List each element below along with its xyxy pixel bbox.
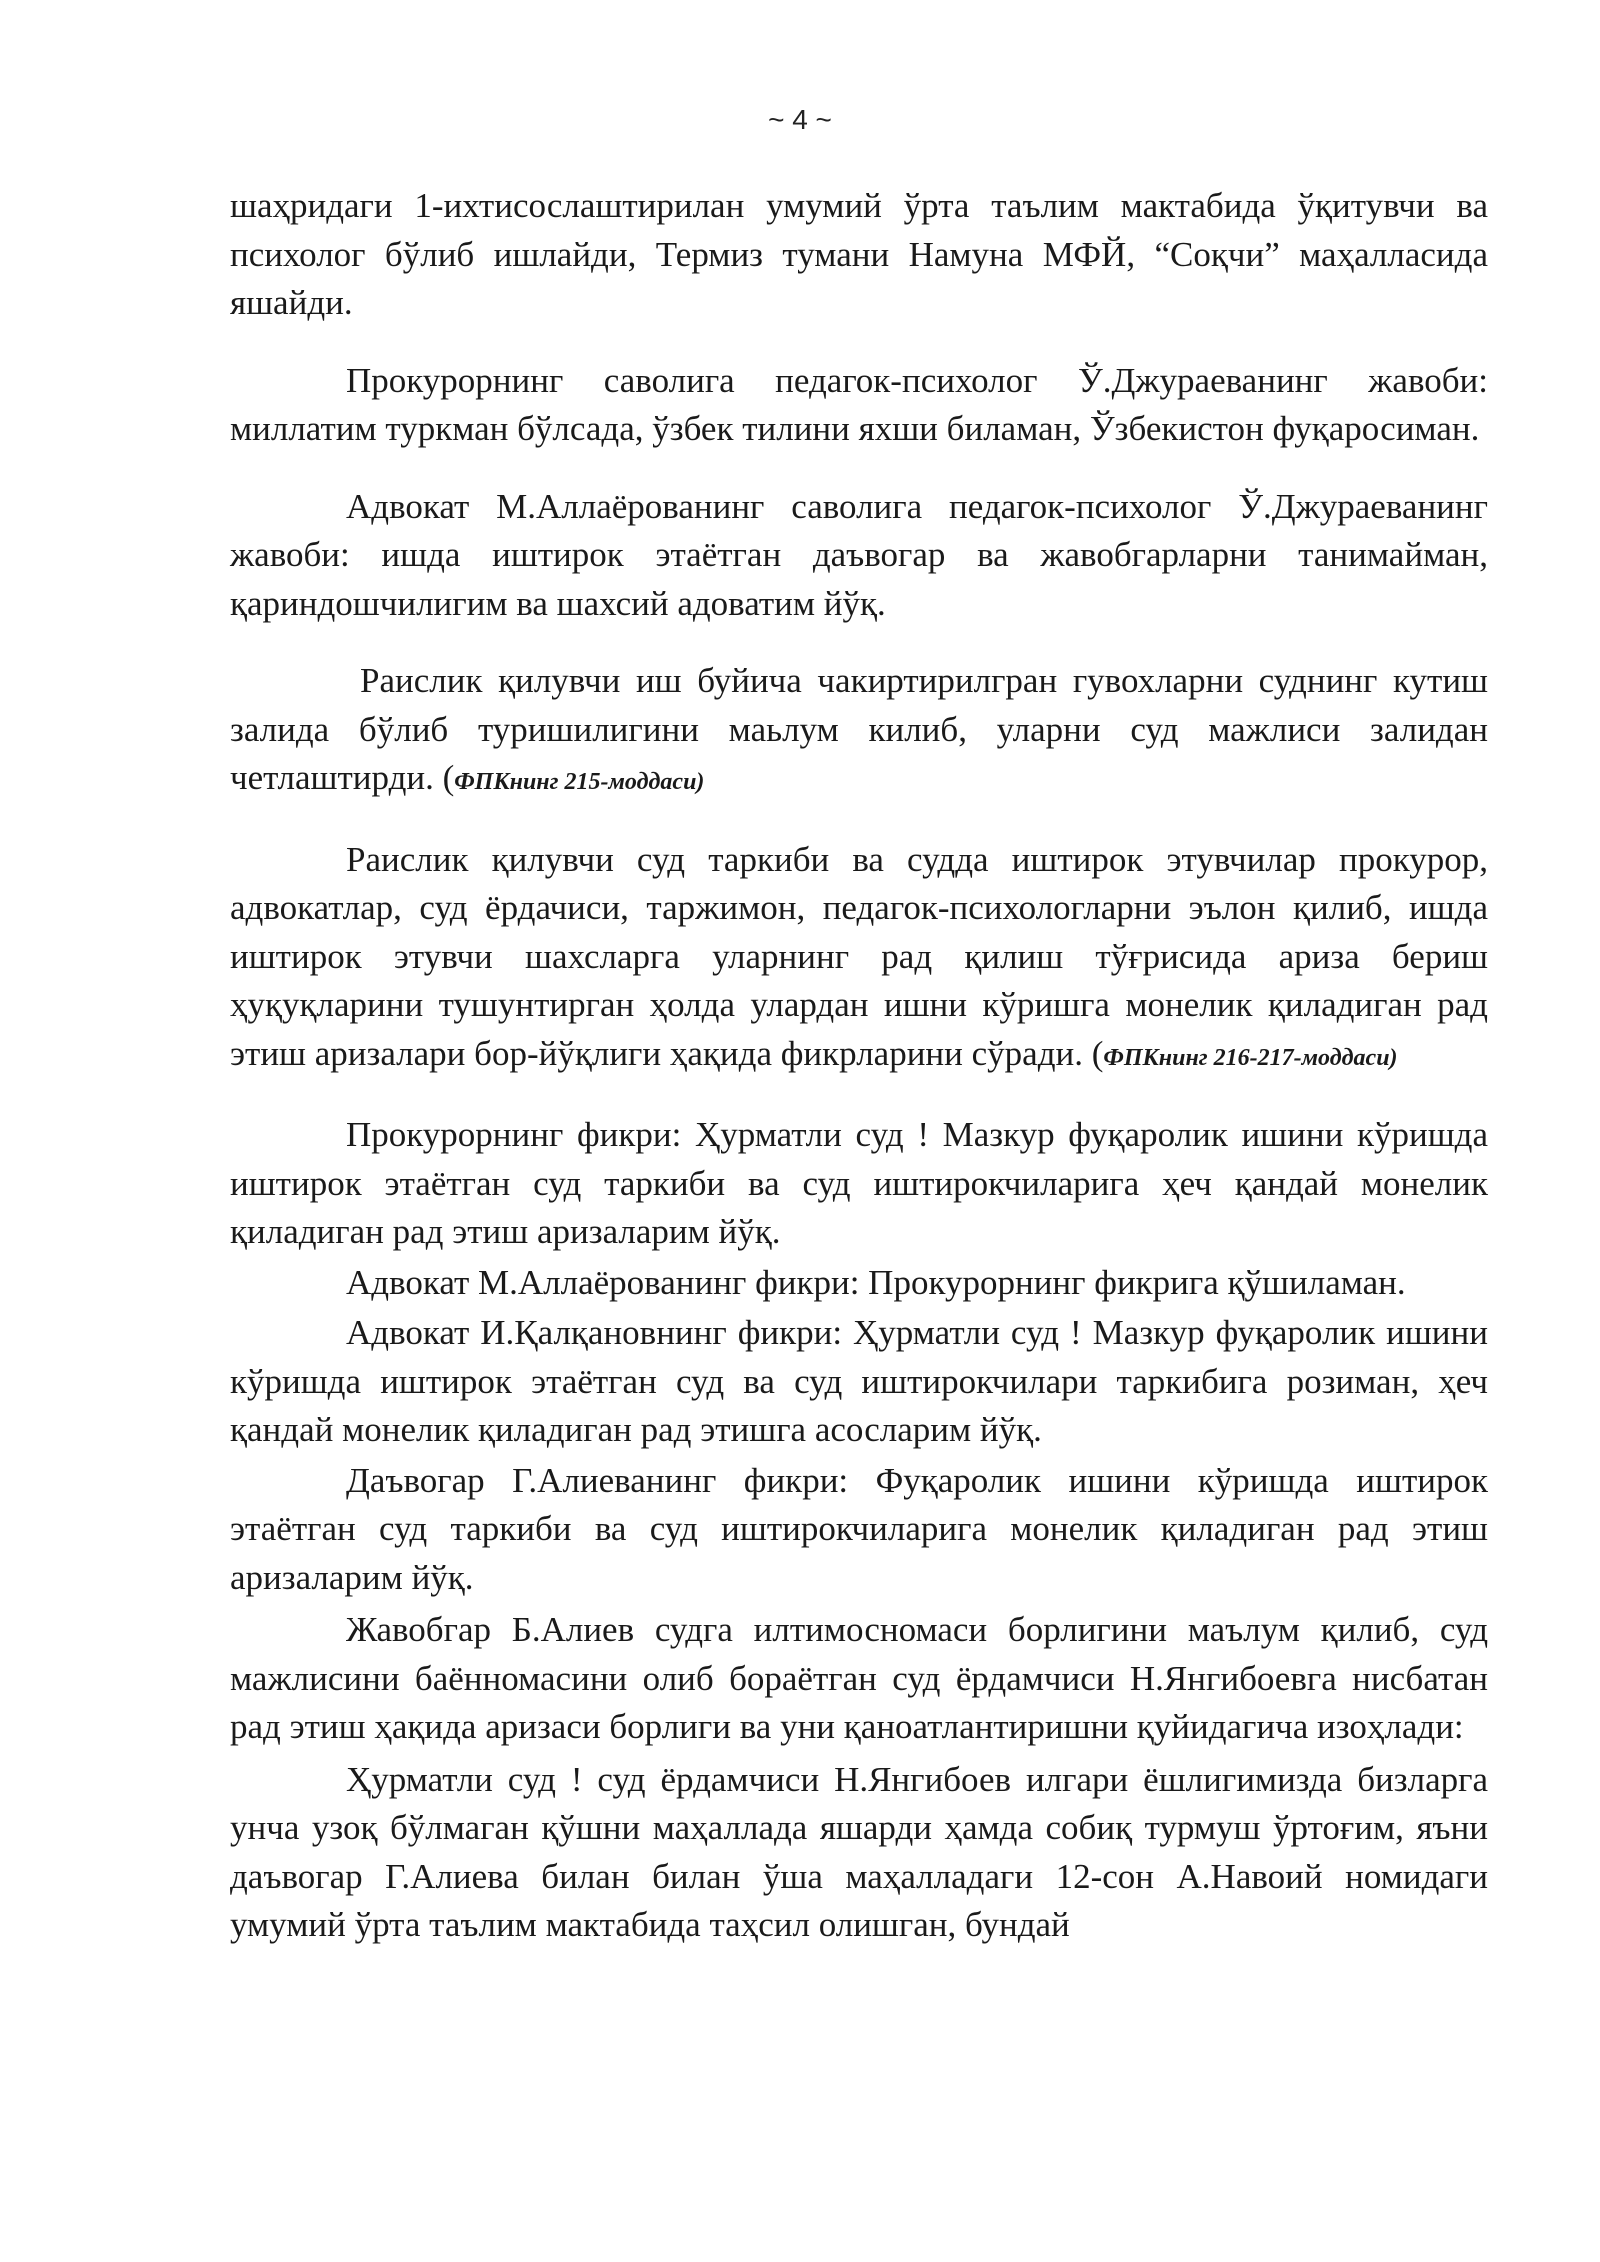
paragraph-10: Жавобгар Б.Алиев судга илтимосномаси борлигини маълум қилиб, суд мажлисини баённомасини олиб бораётган суд ёрдамчиси Н.Янгибоевга нисбатан рад этиш ҳақида аризаси борлиги ва уни қаноатлантиришни қуйидагича изоҳлади: <box>230 1610 1488 1746</box>
paragraph-3: Адвокат М.Аллаёрованинг саволига педагок-психолог Ў.Джураеванинг жавоби: ишда иштирок этаётган даъвогар ва жавобгарларни танимайман, қариндошчилигим ва шахсий адоватим йўқ. <box>230 486 1488 623</box>
document-body <box>230 182 1488 1950</box>
law-reference: ФПКнинг 216-217-моддаси) <box>1103 1044 1398 1071</box>
page-number: ~ 4 ~ <box>768 104 832 135</box>
paragraph-11: Ҳурматли суд ! суд ёрдамчиси Н.Янгибоев илгари ёшлигимизда бизларга унча узоқ бўлмаган қўшни маҳаллада яшарди ҳамда собиқ турмуш ўртоғим, яъни даъвогар Г.Алиева билан билан ўша маҳалладаги 12-сон А.Навоий номидаги умумий ўрта таълим мактабида таҳсил олишган, бундай <box>230 1759 1488 1944</box>
paragraph-8: Адвокат И.Қалқановнинг фикри: Ҳурматли суд ! Мазкур фуқаролик ишини кўришда иштирок этаётган суд ва суд иштирокчилари таркибига розиман, ҳеч қандай монелик қиладиган рад этишга асосларим йўқ. <box>230 1313 1488 1449</box>
paragraph-1: шаҳридаги 1-ихтисослаштирилан умумий ўрта таълим мактабида ўқитувчи ва психолог бўлиб ишлайди, Термиз тумани Намуна МФЙ, “Соқчи” маҳалласида яшайди. <box>230 186 1488 322</box>
paragraph-4-text: Раислик қилувчи иш буйича чакиртирилгран гувохларни суднинг кутиш залида бўлиб туришилигини маьлум килиб, уларни суд мажлиси залидан четлаштирди. ( <box>230 661 1488 797</box>
paragraph-4 <box>230 657 1488 807</box>
paragraph-9: Даъвогар Г.Алиеванинг фикри: Фуқаролик ишини кўришда иштирок этаётган суд таркиби ва суд иштирокчиларига монелик қиладиган рад этиш аризаларим йўқ. <box>230 1460 1488 1597</box>
paragraph-6: Прокурорнинг фикри: Ҳурматли суд ! Мазкур фуқаролик ишини кўришда иштирок этаётган суд таркиби ва суд иштирокчиларига ҳеч қандай монелик қиладиган рад этиш аризаларим йўқ. <box>230 1115 1488 1251</box>
paragraph-5-text: Раислик қилувчи суд таркиби ва судда иштирок этувчилар прокурор, адвокатлар, суд ёрдачиси, таржимон, педагок-психологларни эълон қилиб, ишда иштирок этувчи шахсларга уларнинг рад қилиш тўғрисида ариза бериш ҳуқуқларини тушунтирган ҳолда улардан ишни кўришга монелик қиладиган рад этиш аризалари бор-йўқлиги ҳақида фикрларини сўради. ( <box>230 839 1488 1073</box>
paragraph-7: Адвокат М.Аллаёрованинг фикри: Прокурорнинг фикрига қўшиламан. <box>346 1262 1406 1302</box>
law-reference: ФПКнинг 215-моддаси) <box>454 769 705 795</box>
paragraph-2: Прокурорнинг саволига педагок-психолог Ў.Джураеванинг жавоби: миллатим туркман бўлсада, ўзбек тилини яхши биламан, Ўзбекистон фуқаросиман. <box>230 360 1488 448</box>
paragraph-5 <box>230 836 1488 1083</box>
